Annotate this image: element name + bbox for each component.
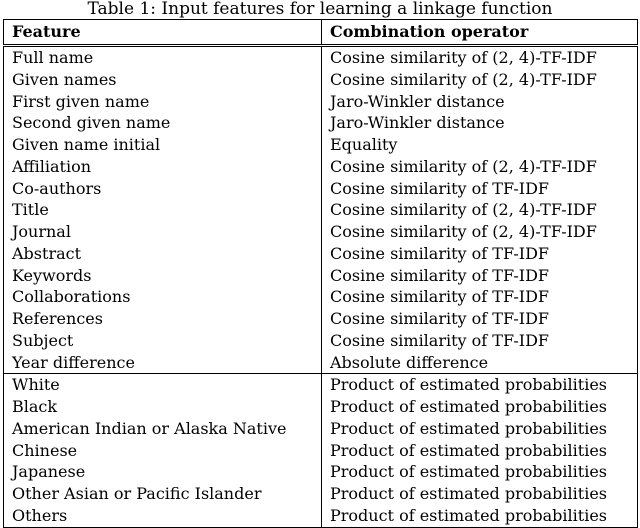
- table-row: [4, 308, 638, 330]
- operator-cell: Cosine similarity of TF-IDF: [322, 265, 638, 287]
- table-row: [4, 440, 638, 462]
- feature-cell: American Indian or Alaska Native: [4, 418, 322, 440]
- feature-cell: Co-authors: [4, 178, 322, 200]
- feature-cell: Collaborations: [4, 286, 322, 308]
- table-row: [4, 396, 638, 418]
- feature-cell: First given name: [4, 91, 322, 113]
- table-row: [4, 505, 638, 527]
- feature-cell: Affiliation: [4, 156, 322, 178]
- feature-cell: Other Asian or Pacific Islander: [4, 483, 322, 505]
- feature-cell: Given names: [4, 69, 322, 91]
- features-table: [3, 19, 638, 528]
- feature-cell: Given name initial: [4, 134, 322, 156]
- operator-cell: Product of estimated probabilities: [322, 461, 638, 483]
- operator-cell: Jaro-Winkler distance: [322, 91, 638, 113]
- operator-cell: Product of estimated probabilities: [322, 440, 638, 462]
- operator-cell: Cosine similarity of TF-IDF: [322, 308, 638, 330]
- operator-cell: Cosine similarity of (2, 4)-TF-IDF: [322, 199, 638, 221]
- operator-cell: Cosine similarity of TF-IDF: [322, 330, 638, 352]
- feature-cell: Black: [4, 396, 322, 418]
- table-row: [4, 374, 638, 396]
- operator-cell: Cosine similarity of (2, 4)-TF-IDF: [322, 46, 638, 69]
- table-row: [4, 46, 638, 69]
- operator-cell: Equality: [322, 134, 638, 156]
- operator-cell: Cosine similarity of TF-IDF: [322, 286, 638, 308]
- table-row: [4, 221, 638, 243]
- table-row: [4, 265, 638, 287]
- table-row: [4, 461, 638, 483]
- feature-cell: Others: [4, 505, 322, 527]
- operator-cell: Product of estimated probabilities: [322, 396, 638, 418]
- feature-cell: Year difference: [4, 352, 322, 374]
- feature-cell: Journal: [4, 221, 322, 243]
- table-row: [4, 243, 638, 265]
- feature-cell: References: [4, 308, 322, 330]
- feature-cell: Chinese: [4, 440, 322, 462]
- table-row: [4, 286, 638, 308]
- feature-cell: Japanese: [4, 461, 322, 483]
- table-row: [4, 178, 638, 200]
- operator-cell: Cosine similarity of TF-IDF: [322, 178, 638, 200]
- table-caption: Table 1: Input features for learning a linkage function: [87, 0, 553, 19]
- table-row: [4, 134, 638, 156]
- table-row: [4, 91, 638, 113]
- column-header-operator: Combination operator: [322, 20, 638, 46]
- column-header-feature: Feature: [4, 20, 322, 46]
- table-row: [4, 156, 638, 178]
- table-header-row: [4, 20, 638, 46]
- operator-cell: Jaro-Winkler distance: [322, 112, 638, 134]
- feature-cell: Subject: [4, 330, 322, 352]
- feature-cell: Second given name: [4, 112, 322, 134]
- table-row: [4, 418, 638, 440]
- table-row: [4, 69, 638, 91]
- table-row: [4, 483, 638, 505]
- operator-cell: Cosine similarity of (2, 4)-TF-IDF: [322, 221, 638, 243]
- feature-cell: Keywords: [4, 265, 322, 287]
- operator-cell: Cosine similarity of (2, 4)-TF-IDF: [322, 69, 638, 91]
- operator-cell: Cosine similarity of (2, 4)-TF-IDF: [322, 156, 638, 178]
- feature-cell: Title: [4, 199, 322, 221]
- table-row: [4, 112, 638, 134]
- operator-cell: Product of estimated probabilities: [322, 483, 638, 505]
- operator-cell: Product of estimated probabilities: [322, 418, 638, 440]
- table-row: [4, 199, 638, 221]
- feature-cell: White: [4, 374, 322, 396]
- feature-cell: Abstract: [4, 243, 322, 265]
- operator-cell: Product of estimated probabilities: [322, 505, 638, 527]
- operator-cell: Product of estimated probabilities: [322, 374, 638, 396]
- operator-cell: Cosine similarity of TF-IDF: [322, 243, 638, 265]
- table-row: [4, 330, 638, 352]
- table-row: [4, 352, 638, 374]
- feature-cell: Full name: [4, 46, 322, 69]
- operator-cell: Absolute difference: [322, 352, 638, 374]
